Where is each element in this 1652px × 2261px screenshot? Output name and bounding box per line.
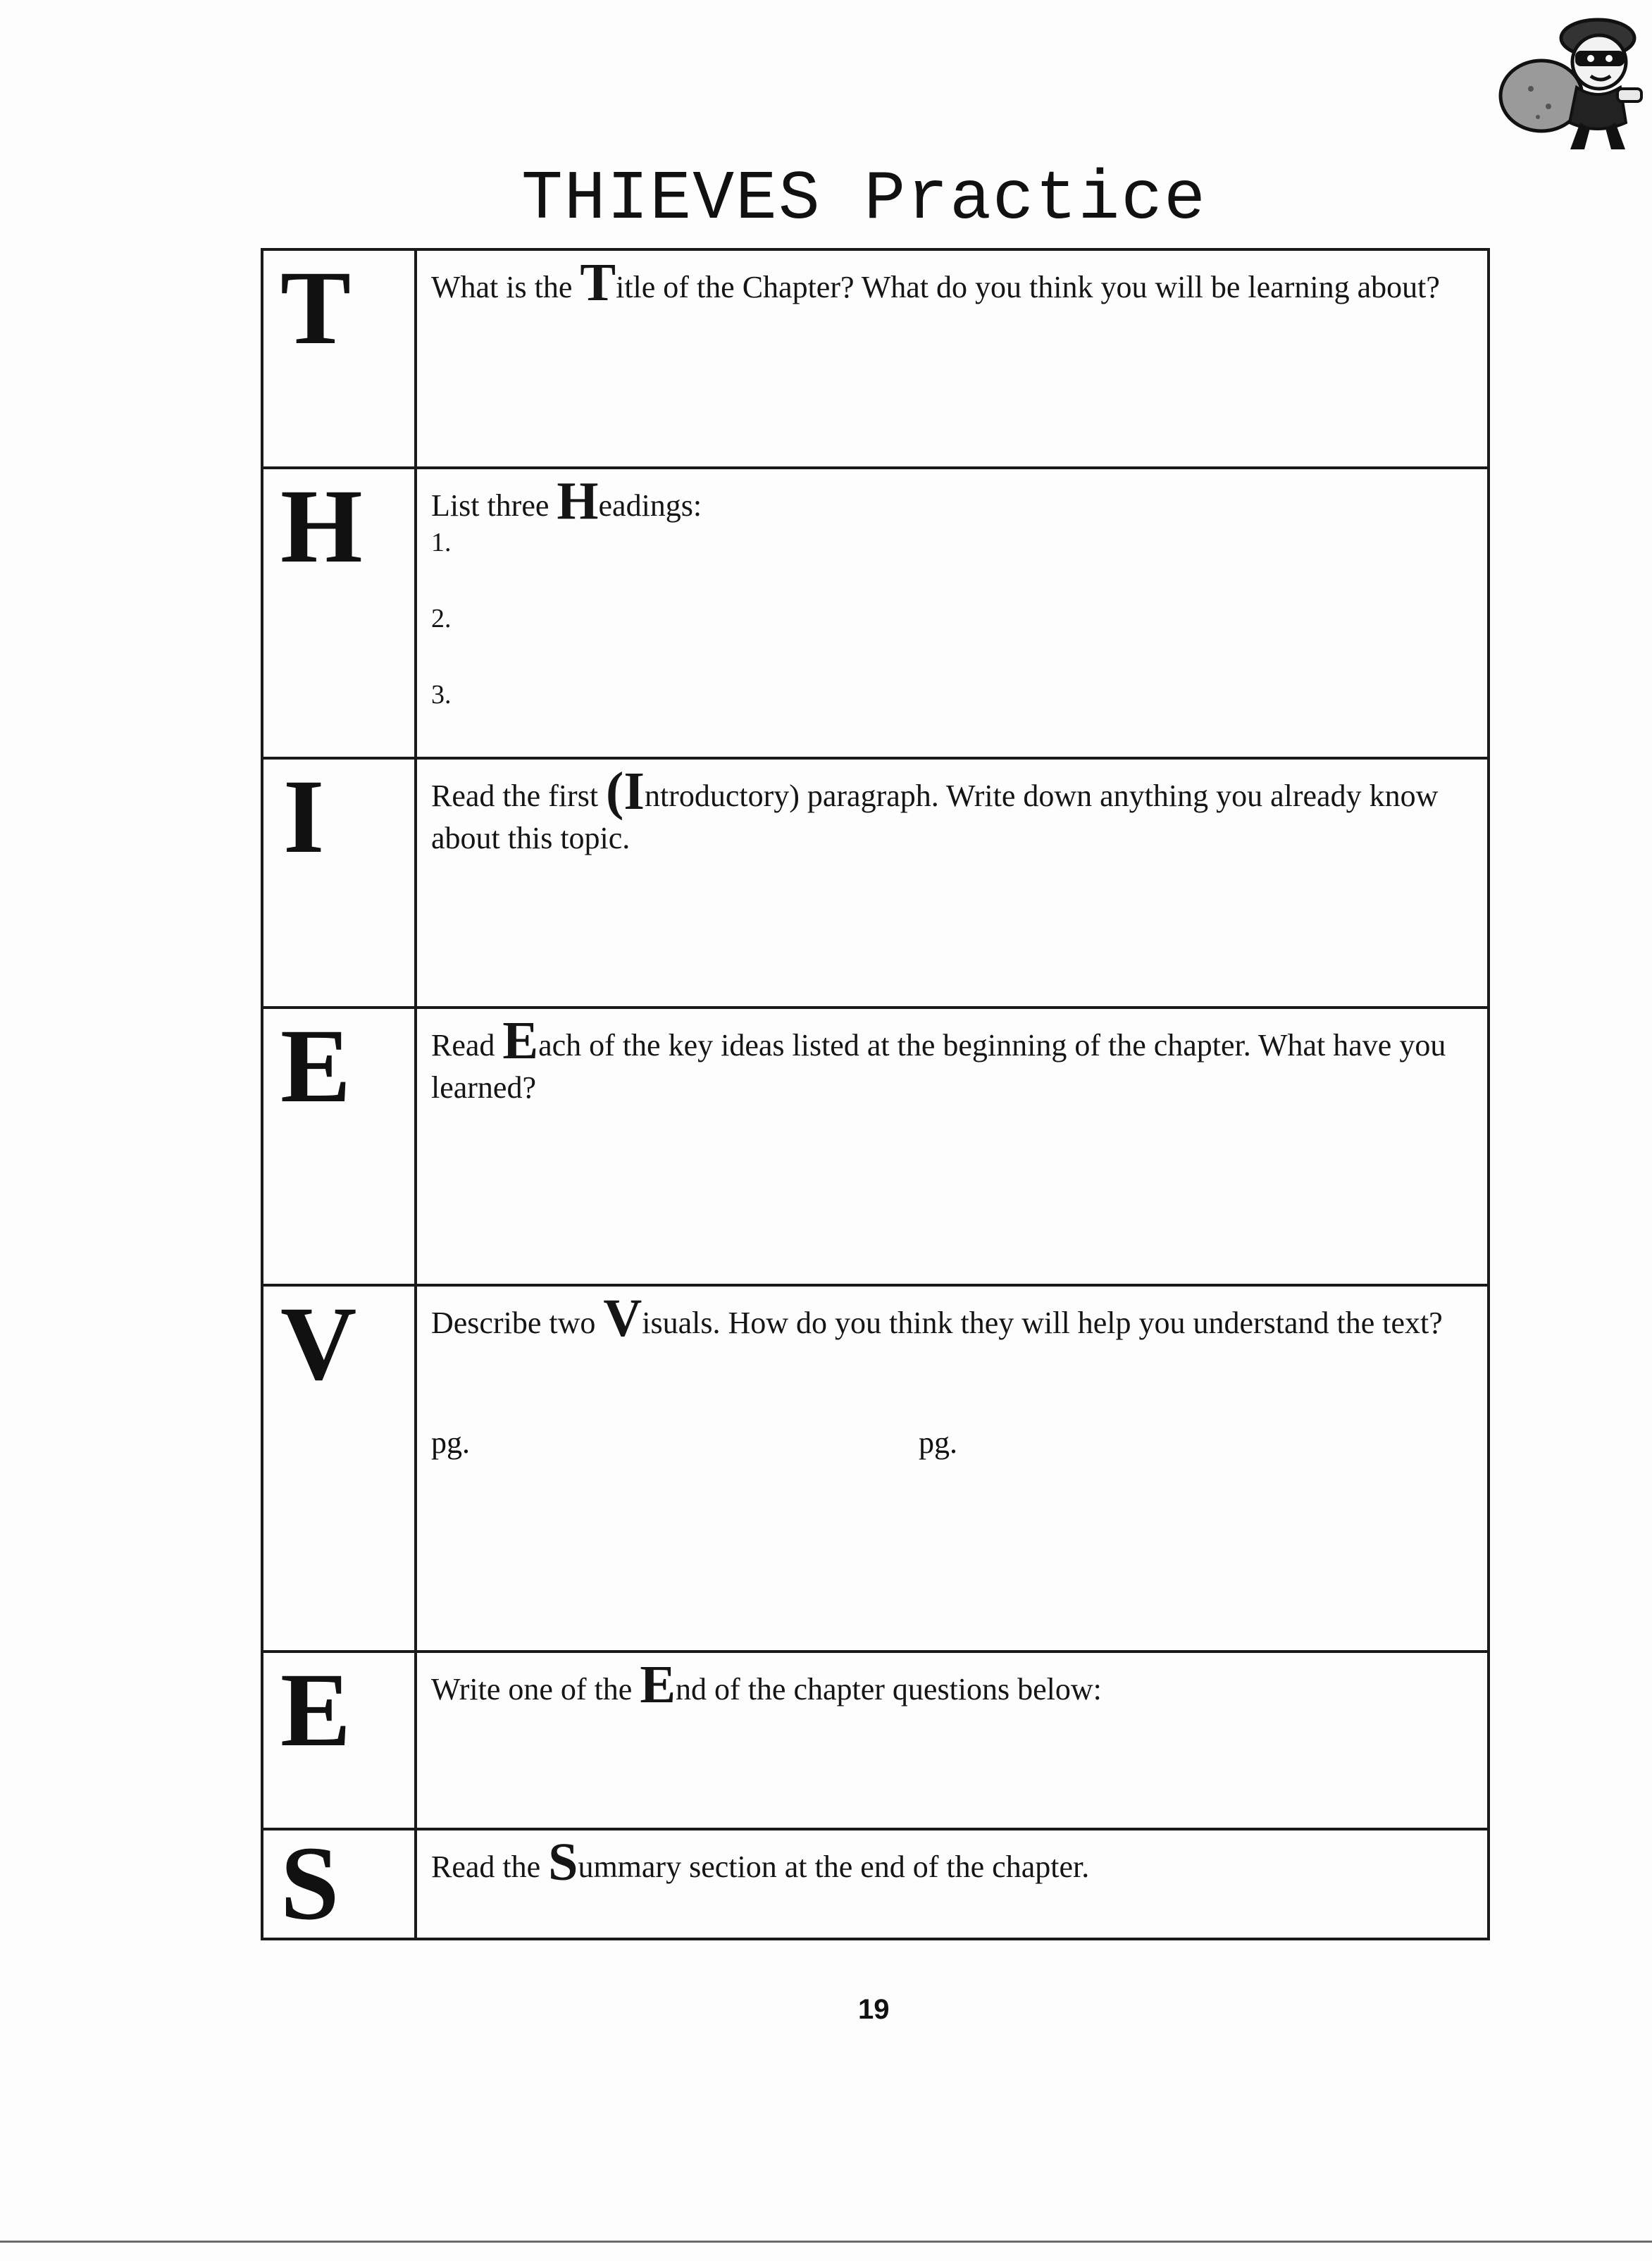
letter-cell bbox=[263, 1653, 417, 1828]
page-title: THIEVES Practice bbox=[521, 161, 1207, 239]
row-summary bbox=[261, 1825, 1490, 1942]
row-prompt[interactable]: Read the first (Introductory) paragraph. Write down anything you already know about this topic. bbox=[431, 762, 1439, 855]
prompt-capital: H bbox=[557, 471, 599, 531]
row-letter: I bbox=[283, 758, 325, 875]
letter-cell bbox=[263, 469, 417, 757]
letter-cell bbox=[263, 1009, 417, 1284]
letter-cell bbox=[263, 1287, 417, 1650]
row-prompt[interactable]: Read Each of the key ideas listed at the beginning of the chapter. What have you learned? bbox=[431, 1011, 1446, 1105]
heading-item-1[interactable]: 1. bbox=[431, 528, 452, 557]
row-letter: V bbox=[280, 1285, 357, 1402]
row-prompt[interactable]: What is the Title of the Chapter? What do you think you will be learning about? bbox=[431, 253, 1440, 312]
letter-cell bbox=[263, 1825, 417, 1942]
letter-cell bbox=[263, 251, 417, 466]
page-number: 19 bbox=[858, 1994, 890, 2025]
visual-1-page-field[interactable]: pg. bbox=[431, 1425, 470, 1460]
thieves-worksheet-table bbox=[261, 248, 1490, 1946]
row-title bbox=[261, 248, 1490, 466]
row-letter: T bbox=[280, 249, 352, 366]
prompt-capital: T bbox=[580, 253, 616, 312]
scan-edge-line bbox=[0, 2241, 1652, 2243]
row-introductory bbox=[261, 757, 1490, 1006]
thief-mascot-icon bbox=[1492, 4, 1647, 159]
row-letter: E bbox=[280, 1652, 352, 1768]
prompt-capital: E bbox=[502, 1011, 539, 1070]
visual-2-page-field[interactable]: pg. bbox=[919, 1425, 957, 1460]
row-prompt[interactable]: List three Headings: 1. 2. 3. bbox=[431, 485, 1473, 709]
prompt-capital: V bbox=[603, 1289, 642, 1348]
row-prompt[interactable]: Read the Summary section at the end of the chapter. bbox=[431, 1833, 1090, 1892]
row-letter: H bbox=[280, 468, 363, 585]
row-prompt[interactable]: Write one of the End of the chapter questions below: bbox=[431, 1655, 1102, 1714]
row-each-key-idea bbox=[261, 1006, 1490, 1284]
prompt-capital: S bbox=[548, 1833, 578, 1892]
heading-item-3[interactable]: 3. bbox=[431, 680, 452, 710]
row-prompt[interactable]: Describe two Visuals. How do you think they will help you understand the text? bbox=[431, 1289, 1443, 1348]
letter-cell bbox=[263, 760, 417, 1006]
prompt-capital: E bbox=[640, 1655, 676, 1714]
row-letter: S bbox=[280, 1825, 340, 1942]
row-end-questions bbox=[261, 1650, 1490, 1828]
prompt-capital: (I bbox=[606, 762, 645, 821]
row-visuals bbox=[261, 1284, 1490, 1650]
heading-item-2[interactable]: 2. bbox=[431, 604, 452, 633]
row-letter: E bbox=[280, 1008, 352, 1125]
row-headings bbox=[261, 466, 1490, 757]
